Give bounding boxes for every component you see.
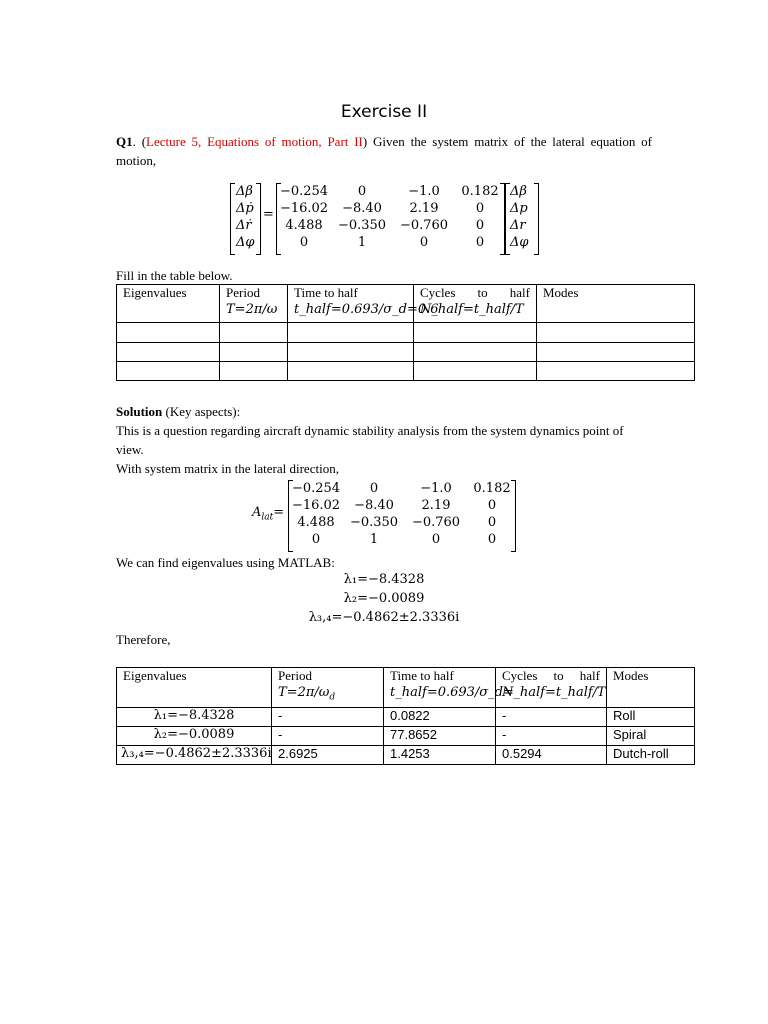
header-period: Period T=2π/ω: [220, 285, 288, 323]
solution-line-1: This is a question regarding aircraft dynamic stability analysis from the system dynamics point of view.: [116, 423, 624, 457]
period-cell: -: [272, 707, 384, 726]
matrix-cell: −1.0: [408, 184, 440, 199]
left-bracket-derivs: [230, 183, 235, 255]
deriv-2: Δṙ: [236, 218, 252, 233]
solution-heading: [116, 402, 652, 421]
cycles-cell: 0.5294: [496, 745, 607, 764]
table-cell[interactable]: [414, 362, 537, 381]
matrix-cell: 0: [311, 532, 321, 547]
header-time-to-half: Time to half t_half=0.693/σ_d=0.6: [288, 285, 414, 323]
table-cell[interactable]: [220, 323, 288, 343]
matrix-cell: 0: [431, 532, 441, 547]
matrix-cell: −0.254: [291, 481, 341, 496]
matrix-cell: 0.182: [461, 184, 499, 199]
matrix-cell: −0.254: [279, 184, 329, 199]
question-text: ) Given the system matrix of the lateral equation of motion,: [116, 134, 653, 168]
header-cycles: Cycles to half N_half=t_half/T: [496, 668, 607, 708]
matrix-cell: 0: [419, 235, 429, 250]
mode-cell: Roll: [607, 707, 695, 726]
header-eigenvalues: Eigenvalues: [117, 668, 272, 708]
eig-cell: λ₁=−8.4328: [117, 707, 272, 726]
right-bracket-state: [534, 183, 539, 255]
equals-sign: =: [263, 207, 274, 222]
table-cell[interactable]: [288, 343, 414, 362]
table-cell[interactable]: [220, 343, 288, 362]
table-cell[interactable]: [117, 323, 220, 343]
table-header-row: [117, 285, 695, 323]
table-cell[interactable]: [537, 323, 695, 343]
table-cell[interactable]: [414, 323, 537, 343]
table-cell[interactable]: [537, 362, 695, 381]
fill-instruction: Fill in the table below.: [116, 268, 233, 283]
header-cycles: Cycles to half N_half=t_half/T: [414, 285, 537, 323]
header-time-to-half: Time to half t_half=0.693/σ_d=: [384, 668, 496, 708]
matrix-cell: −0.760: [411, 515, 461, 530]
system-matrix: [278, 183, 506, 251]
matrix-cell: 2.19: [409, 201, 439, 216]
matrix-cell: 1: [357, 235, 367, 250]
matrix-cell: 2.19: [421, 498, 451, 513]
eigenvalue-1: λ₁=−8.4328: [343, 572, 425, 587]
cycles-cell: -: [496, 707, 607, 726]
time-cell: 0.0822: [384, 707, 496, 726]
matrix-cell: 0: [475, 218, 485, 233]
eig-cell: λ₃,₄=−0.4862±2.3336i: [117, 745, 272, 764]
time-cell: 1.4253: [384, 745, 496, 764]
matrix-cell: −0.350: [349, 515, 399, 530]
header-modes: Modes: [537, 285, 695, 323]
matrix-cell: 0: [299, 235, 309, 250]
matrix-cell: −1.0: [420, 481, 452, 496]
period-cell: -: [272, 726, 384, 745]
solution-line-2: With system matrix in the lateral direction,: [116, 461, 339, 476]
matrix-cell: 0: [357, 184, 367, 199]
question-label: Q1: [116, 134, 133, 149]
therefore-text: Therefore,: [116, 632, 171, 647]
deriv-0: Δβ: [236, 184, 253, 199]
right-bracket-alat: [511, 480, 516, 552]
result-table: [116, 667, 695, 765]
cycles-cell: -: [496, 726, 607, 745]
mode-cell: Dutch-roll: [607, 745, 695, 764]
table-row: [117, 362, 695, 381]
table-cell[interactable]: [220, 362, 288, 381]
matrix-cell: 4.488: [297, 515, 335, 530]
empty-table: [116, 284, 695, 381]
period-cell: 2.6925: [272, 745, 384, 764]
paren-open: . (: [132, 134, 147, 149]
header-modes: Modes: [607, 668, 695, 708]
mode-cell: Spiral: [607, 726, 695, 745]
solution-label: Solution: [116, 404, 163, 419]
result-header-row: [117, 668, 695, 708]
state-2: Δr: [510, 218, 526, 233]
matrix-cell: 0: [475, 201, 485, 216]
eig-cell: λ₂=−0.0089: [117, 726, 272, 745]
matrix-cell: −0.760: [399, 218, 449, 233]
table-row: [117, 343, 695, 362]
matrix-cell: −8.40: [354, 498, 394, 513]
eigenvalue-3-4: λ₃,₄=−0.4862±2.3336i: [308, 610, 460, 625]
matrix-cell: 0: [487, 515, 497, 530]
table-cell[interactable]: [117, 343, 220, 362]
matrix-cell: −8.40: [342, 201, 382, 216]
header-eigenvalues: Eigenvalues: [117, 285, 220, 323]
solution-line-3: We can find eigenvalues using MATLAB:: [116, 555, 335, 570]
alat-matrix: [290, 480, 518, 548]
matrix-cell: 0: [369, 481, 379, 496]
alat-label: $A_{lat}=$: [252, 505, 285, 523]
solution-sub: (Key aspects):: [162, 404, 241, 419]
eigenvalue-2: λ₂=−0.0089: [343, 591, 425, 606]
question-paragraph: [116, 132, 652, 170]
matrix-cell: 1: [369, 532, 379, 547]
table-row: [117, 745, 695, 764]
matrix-cell: −0.350: [337, 218, 387, 233]
table-row: [117, 323, 695, 343]
matrix-cell: 0.182: [473, 481, 511, 496]
right-bracket-derivs: [256, 183, 261, 255]
state-3: Δφ: [510, 235, 529, 250]
matrix-cell: −16.02: [291, 498, 341, 513]
matrix-cell: 0: [487, 532, 497, 547]
table-row: [117, 707, 695, 726]
matrix-cell: −16.02: [279, 201, 329, 216]
matrix-cell: 0: [475, 235, 485, 250]
page-title: Exercise II: [340, 102, 428, 122]
deriv-3: Δφ: [236, 235, 255, 250]
header-period: Period $T=2\pi/\omega_d$: [272, 668, 384, 708]
deriv-1: Δṗ: [236, 201, 254, 216]
lecture-reference: Lecture 5, Equations of motion, Part II: [146, 134, 363, 149]
state-0: Δβ: [510, 184, 527, 199]
table-cell[interactable]: [414, 343, 537, 362]
time-cell: 77.8652: [384, 726, 496, 745]
state-1: Δp: [510, 201, 528, 216]
matrix-cell: 4.488: [285, 218, 323, 233]
matrix-cell: 0: [487, 498, 497, 513]
table-cell[interactable]: [537, 343, 695, 362]
table-cell[interactable]: [288, 362, 414, 381]
table-cell[interactable]: [117, 362, 220, 381]
table-cell[interactable]: [288, 323, 414, 343]
table-row: [117, 726, 695, 745]
